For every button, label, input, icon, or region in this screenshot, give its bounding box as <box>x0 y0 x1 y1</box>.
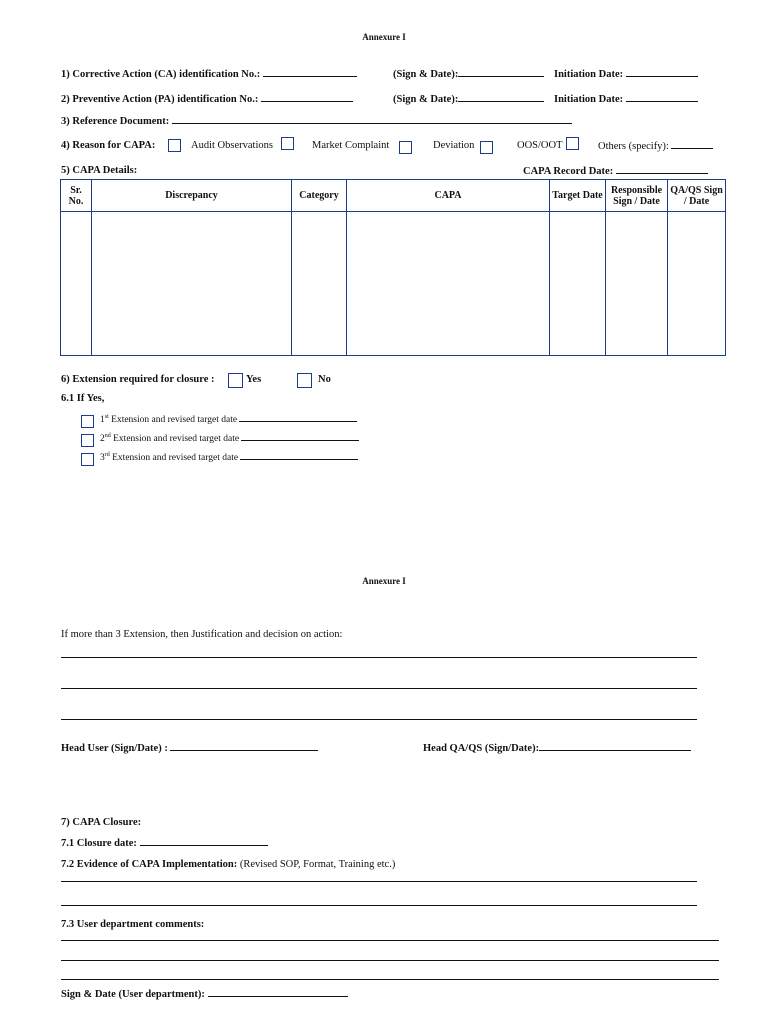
extension-3-label: Extension and revised target date <box>109 453 239 463</box>
reference-document-field[interactable] <box>172 114 572 124</box>
market-complaint-checkbox[interactable] <box>281 137 294 150</box>
ca-id-field[interactable] <box>263 67 357 77</box>
extension-2-field[interactable] <box>241 431 359 441</box>
head-user-sign <box>61 741 318 755</box>
extension-yes-label: Yes <box>246 374 262 385</box>
pa-id-field[interactable] <box>261 92 353 102</box>
capa-record-date <box>523 164 708 178</box>
reference-document-label: 3) Reference Document: <box>61 116 170 127</box>
capa-closure-label: 7) CAPA Closure: <box>61 817 142 828</box>
annexure-title: Annexure I <box>362 32 406 42</box>
user-comments-line-2[interactable] <box>61 960 719 961</box>
table-row <box>61 212 726 356</box>
extension-2-row <box>100 431 359 444</box>
col-target-date: Target Date <box>550 180 606 212</box>
extension-2-ordinal: 2 <box>100 434 105 444</box>
extension-3-ordinal-suffix: rd <box>104 451 110 458</box>
extension-no-label: No <box>318 374 331 385</box>
pa-initiation-date-field[interactable] <box>626 92 698 102</box>
others-checkbox[interactable] <box>566 137 579 150</box>
extension-2-checkbox[interactable] <box>81 434 94 447</box>
reason-oos-oot: OOS/OOT <box>517 140 563 151</box>
extension-3-checkbox[interactable] <box>81 453 94 466</box>
ca-initiation-date-field[interactable] <box>626 67 698 77</box>
user-comments-line-1[interactable] <box>61 940 719 941</box>
ca-initiation-date <box>554 67 698 81</box>
annexure-title-page-2: Annexure I <box>362 576 406 586</box>
reason-others <box>598 139 713 153</box>
head-qa-sign <box>423 741 691 755</box>
reason-market-complaint: Market Complaint <box>312 140 390 151</box>
ca-id-row <box>61 67 357 81</box>
evidence-label: 7.2 Evidence of CAPA Implementation: <box>61 859 238 870</box>
col-sr-no: Sr. No. <box>61 180 92 212</box>
sign-date-label: (Sign & Date): <box>393 69 459 80</box>
head-user-label: Head User (Sign/Date) : <box>61 743 168 754</box>
extension-3-field[interactable] <box>240 450 358 460</box>
reason-deviation: Deviation <box>433 140 475 151</box>
evidence-line-1[interactable] <box>61 881 697 882</box>
evidence-line-2[interactable] <box>61 905 697 906</box>
col-discrepancy: Discrepancy <box>92 180 292 212</box>
pa-sign-date-field[interactable] <box>458 92 544 102</box>
extension-required-label: 6) Extension required for closure : <box>61 374 215 385</box>
audit-observations-checkbox[interactable] <box>168 139 181 152</box>
ca-id-label: 1) Corrective Action (CA) identification No.: <box>61 69 261 80</box>
if-yes-label: 6.1 If Yes, <box>61 393 105 404</box>
cell-capa[interactable] <box>347 212 550 356</box>
extension-1-ordinal-suffix: st <box>104 413 109 420</box>
capa-record-date-field[interactable] <box>616 164 708 174</box>
closure-date-label: 7.1 Closure date: <box>61 838 137 849</box>
capa-details-label: 5) CAPA Details: <box>61 165 138 176</box>
extension-2-label: Extension and revised target date <box>110 434 240 444</box>
extension-1-label: Extension and revised target date <box>108 415 238 425</box>
extension-1-ordinal: 1 <box>100 415 105 425</box>
evidence-row <box>61 858 395 871</box>
col-capa: CAPA <box>347 180 550 212</box>
extension-1-field[interactable] <box>239 412 357 422</box>
justification-label: If more than 3 Extension, then Justification and decision on action: <box>61 629 343 640</box>
user-dept-sign-row <box>61 987 348 1001</box>
user-dept-sign-field[interactable] <box>208 987 348 997</box>
col-category: Category <box>292 180 347 212</box>
extension-no-checkbox[interactable] <box>297 373 312 388</box>
capa-record-date-label: CAPA Record Date: <box>523 166 614 177</box>
reason-audit-observations: Audit Observations <box>191 140 273 151</box>
evidence-note: (Revised SOP, Format, Training etc.) <box>239 859 396 870</box>
user-comments-label: 7.3 User department comments: <box>61 919 205 930</box>
user-comments-line-3[interactable] <box>61 979 719 980</box>
cell-responsible[interactable] <box>606 212 668 356</box>
others-specify-field[interactable] <box>671 139 713 149</box>
justification-line-1[interactable] <box>61 657 697 658</box>
ca-sign-date-field[interactable] <box>458 67 544 77</box>
deviation-checkbox[interactable] <box>399 141 412 154</box>
cell-discrepancy[interactable] <box>92 212 292 356</box>
extension-yes-checkbox[interactable] <box>228 373 243 388</box>
user-dept-sign-label: Sign & Date (User department): <box>61 989 205 1000</box>
col-responsible: Responsible Sign / Date <box>606 180 668 212</box>
head-user-field[interactable] <box>170 741 318 751</box>
table-header-row <box>61 180 726 212</box>
ca-sign-date <box>393 67 544 81</box>
cell-category[interactable] <box>292 212 347 356</box>
cell-qa-qs[interactable] <box>668 212 726 356</box>
initiation-date-label: Initiation Date: <box>554 69 624 80</box>
oos-oot-checkbox[interactable] <box>480 141 493 154</box>
pa-initiation-date <box>554 92 698 106</box>
extension-1-row <box>100 412 357 425</box>
justification-line-3[interactable] <box>61 719 697 720</box>
closure-date-row <box>61 836 268 850</box>
extension-3-row <box>100 450 358 463</box>
pa-sign-date <box>393 92 544 106</box>
reason-label: 4) Reason for CAPA: <box>61 140 156 151</box>
reason-others-label: Others (specify): <box>598 141 669 152</box>
justification-line-2[interactable] <box>61 688 697 689</box>
reference-document-row <box>61 114 572 128</box>
sign-date-label: (Sign & Date): <box>393 94 459 105</box>
closure-date-field[interactable] <box>140 836 268 846</box>
head-qa-label: Head QA/QS (Sign/Date): <box>423 743 540 754</box>
head-qa-field[interactable] <box>539 741 691 751</box>
pa-id-label: 2) Preventive Action (PA) identification No.: <box>61 94 259 105</box>
extension-2-ordinal-suffix: nd <box>104 432 111 439</box>
extension-3-ordinal: 3 <box>100 453 105 463</box>
pa-id-row <box>61 92 353 106</box>
capa-details-table <box>60 179 726 356</box>
cell-target-date[interactable] <box>550 212 606 356</box>
initiation-date-label: Initiation Date: <box>554 94 624 105</box>
col-qa-qs: QA/QS Sign / Date <box>668 180 726 212</box>
extension-1-checkbox[interactable] <box>81 415 94 428</box>
cell-sr-no[interactable] <box>61 212 92 356</box>
